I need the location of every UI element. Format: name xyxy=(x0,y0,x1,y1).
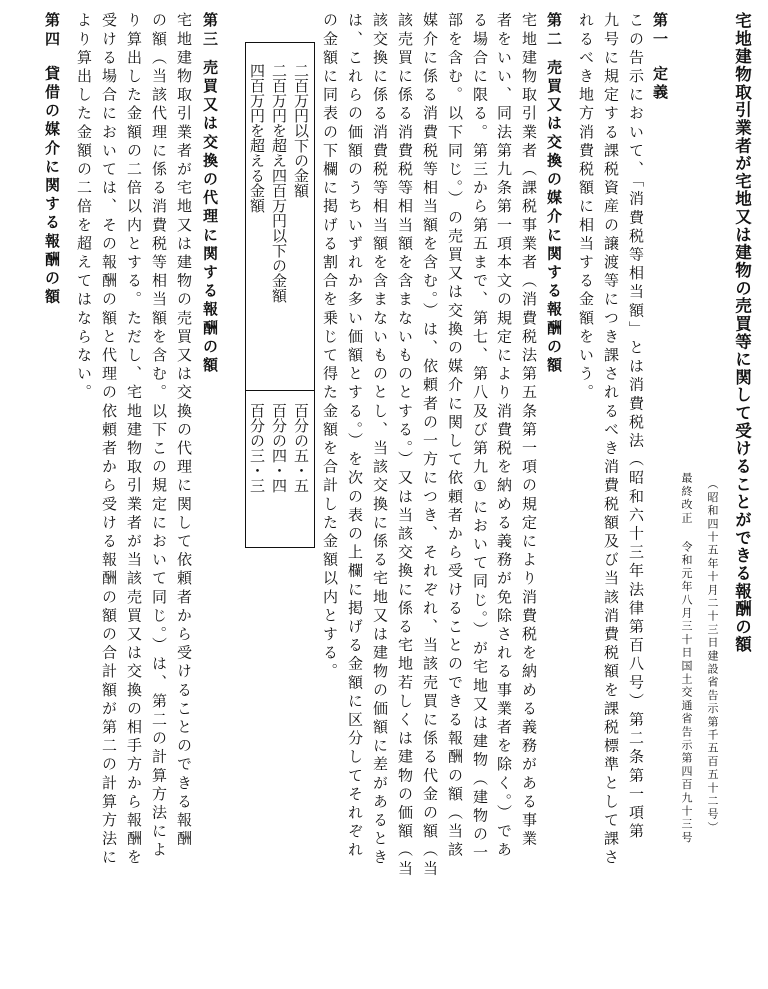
section-3-line: 宅地建物取引業者が宅地又は建物の売買又は交換の代理に関して依頼者から受けることのできる報酬 xyxy=(175,12,193,849)
section-1-number: 第一 xyxy=(651,12,669,50)
section-1-line: れるべき地方消費税額に相当する金額をいう。 xyxy=(577,12,595,403)
section-2-number: 第二 xyxy=(545,12,563,50)
fee-table-amount: 二百万円を超え四百万円以下の金額 xyxy=(270,63,288,303)
section-3-heading xyxy=(202,12,217,375)
section-4-heading xyxy=(44,12,59,307)
section-1-line: この告示において、「消費税等相当額」とは消費税法（昭和六十三年法律第百八号）第二条第一項第 xyxy=(627,12,645,842)
section-1-title: 定義 xyxy=(651,65,669,103)
section-2-line: は、これらの価額のうちいずれか多い価額とする。）を次の表の上欄に掲げる金額に区分してそれぞれ xyxy=(346,12,364,861)
fee-table-amount: 二百万円以下の金額 xyxy=(292,63,310,198)
section-2-line: 部を含む。以下同じ。）の売買又は交換の媒介に関して依頼者から受けることのできる報酬の額（当該 xyxy=(446,12,464,861)
fee-table-rate: 百分の三・三 xyxy=(248,403,266,493)
section-1-heading xyxy=(652,12,667,102)
section-2-line: 該交換に係る消費税等相当額を含まないものとし、当該交換に係る宅地又は建物の価額に差があるとき xyxy=(371,12,389,868)
fee-table-rate: 百分の四・四 xyxy=(270,403,288,493)
section-2-line: る場合に限る。第三から第五まで、第七、第八及び第九①において同じ。）が宅地又は建物（建物の一 xyxy=(471,12,489,864)
last-revision-label: 最終改正 xyxy=(680,472,693,525)
last-revision xyxy=(681,472,692,844)
section-1-line: 九号に規定する課税資産の譲渡等につき課されるべき消費税額及び当該消費税額を課税標準として課さ xyxy=(602,12,620,868)
section-4-number: 第四 xyxy=(43,12,61,50)
section-2-line: 者をいい、同法第九条第一項本文の規定により消費税を納める義務が免除される事業者を除く。）であ xyxy=(495,12,513,861)
section-2-line: 該売買に係る消費税等相当額を含まないものとする。）又は当該交換に係る宅地若しくは建物の価額（当 xyxy=(396,12,414,879)
document-title: 宅地建物取引業者が宅地又は建物の売買等に関して受けることができる報酬の額 xyxy=(732,12,752,654)
section-3-title: 売買又は交換の代理に関する報酬の額 xyxy=(201,59,219,376)
section-2-line: の金額に同表の下欄に掲げる割合を乗じて得た金額を合計した金額以内とする。 xyxy=(321,12,339,682)
section-3-line: より算出した金額の二倍を超えてはならない。 xyxy=(75,12,93,403)
section-2-line: 宅地建物取引業者（課税事業者（消費税法第五条第一項の規定により消費税を納める義務がある事業 xyxy=(520,12,538,849)
section-3-number: 第三 xyxy=(201,12,219,50)
section-3-line: 受ける場合においては、その報酬の額と代理の依頼者から受ける報酬の額の合計額が第二の計算方法に xyxy=(100,12,118,868)
section-3-line: り算出した金額の二倍以内とする。ただし、宅地建物取引業者が当該売買又は交換の相手方から報酬を xyxy=(125,12,143,868)
last-revision-value: 令和元年八月三十日国土交通省告示第四百九十三号 xyxy=(680,540,693,845)
section-2-heading xyxy=(546,12,561,375)
fee-table-rate: 百分の五・五 xyxy=(292,403,310,493)
fee-table-amount: 四百万円を超える金額 xyxy=(248,63,266,213)
section-2-title: 売買又は交換の媒介に関する報酬の額 xyxy=(545,59,563,376)
fee-table-divider xyxy=(246,390,314,391)
fee-table xyxy=(245,42,315,548)
section-3-line: の額（当該代理に係る消費税等相当額を含む。以下この規定において同じ。）は、第二の計算方法によ xyxy=(150,12,168,861)
section-4-title: 貸借の媒介に関する報酬の額 xyxy=(43,65,61,308)
section-2-line: 媒介に係る消費税等相当額を含む。）は、依頼者の一方につき、それぞれ、当該売買に係る代金の額（当 xyxy=(421,12,439,879)
notice-info: （昭和四十五年十月二十三日建設省告示第千五百五十二号） xyxy=(706,478,719,835)
